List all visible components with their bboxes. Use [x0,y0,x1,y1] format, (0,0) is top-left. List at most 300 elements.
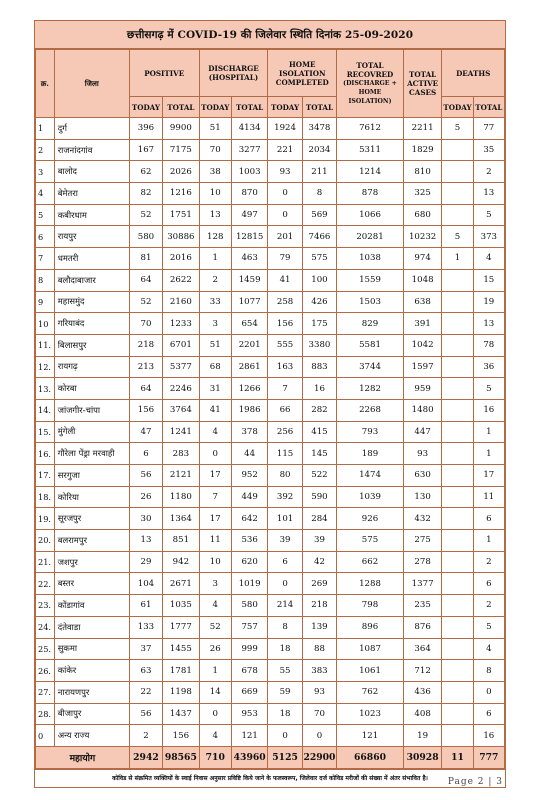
cell-district: दुर्ग [54,118,129,140]
cell-dis-today: 70 [199,139,231,161]
cell-dis-total: 1459 [231,269,267,291]
cell-dis-total: 44 [231,443,267,465]
cell-active: 10232 [403,226,442,248]
cell-dis-today: 11 [199,530,231,552]
cell-hi-today: 258 [268,291,302,313]
cell-active: 408 [403,703,442,725]
cell-sn: 28. [36,703,55,725]
cell-death-total: 16 [473,725,504,747]
cell-district: रायपुर [54,226,129,248]
table-row [36,725,505,747]
totals-dis-today: 710 [199,746,231,768]
cell-district: कांकेर [54,660,129,682]
table-row [36,616,505,638]
cell-active: 1048 [403,269,442,291]
cell-district: कबीरधाम [54,204,129,226]
cell-death-total: 2 [473,161,504,183]
cell-dis-total: 678 [231,660,267,682]
cell-recovered: 1066 [337,204,404,226]
table-row [36,248,505,270]
totals-pos-today: 2942 [129,746,162,768]
cell-death-today [442,313,473,335]
cell-district: दंतेवाडा [54,616,129,638]
header-home-isolation: HOME ISOLATION COMPLETED [268,50,337,97]
cell-pos-today: 13 [129,530,162,552]
cell-recovered: 1503 [337,291,404,313]
cell-pos-total: 942 [163,551,199,573]
cell-dis-today: 7 [199,486,231,508]
cell-death-today [442,139,473,161]
cell-sn: 19. [36,508,55,530]
cell-pos-total: 2016 [163,248,199,270]
cell-recovered: 1038 [337,248,404,270]
cell-recovered: 798 [337,595,404,617]
cell-death-today: 1 [442,248,473,270]
cell-recovered: 829 [337,313,404,335]
cell-sn: 17. [36,465,55,487]
cell-active: 278 [403,551,442,573]
cell-sn: 0 [36,725,55,747]
cell-dis-total: 378 [231,421,267,443]
cell-sn: 11. [36,334,55,356]
table-row [36,226,505,248]
cell-dis-today: 3 [199,313,231,335]
table-row [36,118,505,140]
cell-recovered: 121 [337,725,404,747]
table-row [36,161,505,183]
cell-recovered: 1214 [337,161,404,183]
cell-hi-total: 269 [302,573,336,595]
cell-dis-total: 1986 [231,399,267,421]
cell-pos-total: 1233 [163,313,199,335]
header-home-total: TOTAL [302,97,336,118]
cell-death-today [442,183,473,205]
cell-death-today [442,378,473,400]
table-row [36,378,505,400]
cell-pos-today: 30 [129,508,162,530]
cell-hi-today: 0 [268,183,302,205]
cell-recovered: 1061 [337,660,404,682]
table-row [36,703,505,725]
cell-hi-today: 66 [268,399,302,421]
cell-hi-total: 426 [302,291,336,313]
cell-pos-today: 104 [129,573,162,595]
cell-death-today [442,508,473,530]
cell-death-today [442,334,473,356]
cell-death-today [442,291,473,313]
header-district: जिला [54,50,129,118]
cell-active: 235 [403,595,442,617]
cell-dis-today: 17 [199,508,231,530]
cell-dis-today: 10 [199,551,231,573]
totals-active: 30928 [403,746,442,768]
cell-hi-today: 0 [268,204,302,226]
cell-death-today [442,551,473,573]
cell-death-total: 77 [473,118,504,140]
cell-pos-total: 2121 [163,465,199,487]
cell-death-today [442,573,473,595]
header-discharge-today: TODAY [199,97,231,118]
cell-hi-total: 8 [302,183,336,205]
cell-pos-total: 5377 [163,356,199,378]
cell-dis-today: 4 [199,595,231,617]
cell-death-today [442,703,473,725]
cell-dis-total: 620 [231,551,267,573]
cell-sn: 2 [36,139,55,161]
cell-recovered: 1288 [337,573,404,595]
table-row [36,530,505,552]
cell-pos-today: 47 [129,421,162,443]
cell-pos-today: 70 [129,313,162,335]
cell-active: 1480 [403,399,442,421]
cell-pos-today: 26 [129,486,162,508]
cell-hi-today: 80 [268,465,302,487]
cell-dis-total: 1266 [231,378,267,400]
cell-active: 959 [403,378,442,400]
cell-dis-total: 1019 [231,573,267,595]
cell-death-today [442,465,473,487]
cell-dis-today: 3 [199,573,231,595]
cell-district: बेमेतरा [54,183,129,205]
cell-death-today [442,616,473,638]
cell-recovered: 189 [337,443,404,465]
cell-district: सुकमा [54,638,129,660]
cell-sn: 9 [36,291,55,313]
cell-hi-today: 59 [268,681,302,703]
cell-active: 810 [403,161,442,183]
cell-sn: 15. [36,421,55,443]
cell-dis-total: 654 [231,313,267,335]
cell-death-today [442,725,473,747]
header-discharge: DISCHARGE (HOSPITAL) [199,50,268,97]
cell-pos-today: 218 [129,334,162,356]
table-row [36,508,505,530]
cell-pos-total: 3764 [163,399,199,421]
cell-hi-total: 2034 [302,139,336,161]
cell-hi-total: 175 [302,313,336,335]
cell-hi-total: 883 [302,356,336,378]
header-positive-total: TOTAL [163,97,199,118]
cell-recovered: 7612 [337,118,404,140]
cell-recovered: 762 [337,681,404,703]
cell-hi-today: 41 [268,269,302,291]
cell-hi-total: 211 [302,161,336,183]
cell-district: गरियाबंद [54,313,129,335]
cell-hi-today: 93 [268,161,302,183]
cell-hi-today: 163 [268,356,302,378]
cell-dis-today: 4 [199,725,231,747]
cell-pos-today: 6 [129,443,162,465]
cell-district: धमतरी [54,248,129,270]
cell-sn: 4 [36,183,55,205]
table-row [36,660,505,682]
cell-district: सरगुजा [54,465,129,487]
table-row [36,595,505,617]
cell-pos-total: 2246 [163,378,199,400]
cell-pos-total: 2160 [163,291,199,313]
footnote: कोविड से संक्रमित व्यक्तियों के स्वाई निवास अनुसार प्रविष्टि किये जाने के फलस्वरूप, जिलेवार दर्ज कोविड मरीजों की संख्या में अंतर संभावित है। [35,769,505,787]
cell-pos-total: 851 [163,530,199,552]
table-row [36,139,505,161]
cell-sn: 23. [36,595,55,617]
cell-recovered: 5581 [337,334,404,356]
cell-dis-today: 52 [199,616,231,638]
cell-hi-total: 415 [302,421,336,443]
cell-active: 1377 [403,573,442,595]
cell-hi-today: 7 [268,378,302,400]
cell-district: कोरिया [54,486,129,508]
cell-death-today [442,681,473,703]
header-deaths: DEATHS [442,50,505,97]
covid-status-sheet [34,20,506,788]
cell-dis-total: 449 [231,486,267,508]
cell-active: 436 [403,681,442,703]
cell-death-total: 1 [473,443,504,465]
cell-hi-today: 115 [268,443,302,465]
cell-district: अन्य राज्य [54,725,129,747]
cell-hi-total: 3380 [302,334,336,356]
cell-dis-today: 17 [199,465,231,487]
cell-dis-today: 51 [199,118,231,140]
totals-label: महायोग [36,746,130,768]
cell-dis-total: 121 [231,725,267,747]
cell-district: जांजगीर-चांपा [54,399,129,421]
cell-active: 93 [403,443,442,465]
cell-dis-today: 0 [199,703,231,725]
cell-hi-today: 39 [268,530,302,552]
cell-pos-today: 82 [129,183,162,205]
cell-sn: 1 [36,118,55,140]
cell-death-today [442,204,473,226]
cell-hi-today: 18 [268,638,302,660]
cell-death-today [442,443,473,465]
cell-active: 680 [403,204,442,226]
cell-active: 432 [403,508,442,530]
cell-recovered: 20281 [337,226,404,248]
cell-pos-today: 37 [129,638,162,660]
cell-hi-today: 79 [268,248,302,270]
cell-recovered: 1087 [337,638,404,660]
table-row [36,443,505,465]
cell-hi-total: 0 [302,725,336,747]
cell-dis-today: 10 [199,183,231,205]
cell-pos-today: 81 [129,248,162,270]
cell-pos-today: 396 [129,118,162,140]
cell-pos-total: 7175 [163,139,199,161]
cell-pos-total: 1781 [163,660,199,682]
table-row [36,486,505,508]
cell-active: 712 [403,660,442,682]
cell-district: बस्तर [54,573,129,595]
cell-hi-total: 145 [302,443,336,465]
cell-pos-today: 167 [129,139,162,161]
cell-death-total: 5 [473,616,504,638]
cell-dis-total: 669 [231,681,267,703]
cell-hi-today: 18 [268,703,302,725]
header-discharge-total: TOTAL [231,97,267,118]
cell-pos-total: 1437 [163,703,199,725]
cell-death-total: 6 [473,508,504,530]
cell-hi-today: 156 [268,313,302,335]
cell-hi-total: 383 [302,660,336,682]
cell-hi-today: 256 [268,421,302,443]
cell-sn: 18. [36,486,55,508]
cell-death-total: 13 [473,313,504,335]
cell-death-total: 6 [473,703,504,725]
totals-death-total: 777 [473,746,504,768]
cell-district: सूरजपुर [54,508,129,530]
cell-sn: 25. [36,638,55,660]
cell-district: बलौदाबाजार [54,269,129,291]
cell-hi-total: 3478 [302,118,336,140]
sheet-title: छत्तीसगढ़ में COVID-19 की जिलेवार स्थिति दिनांक 25-09-2020 [35,21,505,49]
cell-death-today [442,530,473,552]
header-total-recovered-label: TOTAL RECOVRED [346,61,394,79]
table-row [36,291,505,313]
header-deaths-today: TODAY [442,97,473,118]
cell-sn: 3 [36,161,55,183]
cell-pos-today: 22 [129,681,162,703]
cell-sn: 10 [36,313,55,335]
cell-hi-total: 7466 [302,226,336,248]
cell-pos-today: 56 [129,465,162,487]
cell-death-today [442,638,473,660]
cell-pos-today: 52 [129,291,162,313]
cell-active: 391 [403,313,442,335]
totals-death-today: 11 [442,746,473,768]
cell-death-total: 1 [473,530,504,552]
cell-recovered: 793 [337,421,404,443]
cell-pos-total: 1364 [163,508,199,530]
cell-pos-today: 52 [129,204,162,226]
header-total-recovered-sub: (DISCHARGE + HOME ISOLATION) [343,80,397,105]
cell-hi-today: 555 [268,334,302,356]
cell-active: 325 [403,183,442,205]
cell-pos-total: 30886 [163,226,199,248]
cell-active: 364 [403,638,442,660]
cell-recovered: 1474 [337,465,404,487]
cell-pos-total: 1198 [163,681,199,703]
cell-sn: 12. [36,356,55,378]
cell-death-total: 2 [473,551,504,573]
cell-pos-today: 62 [129,161,162,183]
totals-dis-total: 43960 [231,746,267,768]
cell-pos-total: 1751 [163,204,199,226]
cell-dis-total: 536 [231,530,267,552]
table-row [36,269,505,291]
cell-hi-total: 100 [302,269,336,291]
cell-dis-today: 26 [199,638,231,660]
cell-hi-today: 0 [268,573,302,595]
cell-death-today: 5 [442,118,473,140]
cell-recovered: 1023 [337,703,404,725]
header-positive: POSITIVE [129,50,199,97]
cell-active: 876 [403,616,442,638]
cell-pos-total: 1777 [163,616,199,638]
cell-active: 1829 [403,139,442,161]
cell-death-total: 0 [473,681,504,703]
cell-dis-total: 463 [231,248,267,270]
cell-dis-today: 41 [199,399,231,421]
cell-sn: 5 [36,204,55,226]
cell-pos-today: 580 [129,226,162,248]
cell-death-today [442,421,473,443]
page-number: Page 2 | 3 [447,777,503,787]
cell-hi-today: 221 [268,139,302,161]
cell-district: गौरेला पेंड्रा मरवाही [54,443,129,465]
cell-active: 630 [403,465,442,487]
cell-district: जशपुर [54,551,129,573]
cell-dis-total: 642 [231,508,267,530]
cell-pos-today: 213 [129,356,162,378]
header-sn: क्र. [36,50,55,118]
cell-recovered: 1282 [337,378,404,400]
cell-active: 1042 [403,334,442,356]
cell-hi-total: 590 [302,486,336,508]
cell-dis-total: 952 [231,465,267,487]
cell-death-total: 13 [473,183,504,205]
cell-hi-total: 39 [302,530,336,552]
cell-pos-today: 56 [129,703,162,725]
cell-active: 638 [403,291,442,313]
cell-hi-today: 201 [268,226,302,248]
table-row [36,183,505,205]
cell-active: 2211 [403,118,442,140]
cell-dis-today: 38 [199,161,231,183]
cell-death-total: 16 [473,399,504,421]
cell-district: बिलासपुर [54,334,129,356]
table-row [36,551,505,573]
cell-death-total: 35 [473,139,504,161]
cell-dis-today: 14 [199,681,231,703]
cell-active: 1597 [403,356,442,378]
cell-recovered: 1559 [337,269,404,291]
cell-hi-today: 392 [268,486,302,508]
cell-dis-today: 1 [199,248,231,270]
cell-death-today [442,269,473,291]
cell-dis-total: 870 [231,183,267,205]
cell-pos-total: 6701 [163,334,199,356]
cell-district: मुंगेली [54,421,129,443]
cell-dis-total: 2861 [231,356,267,378]
cell-pos-total: 1241 [163,421,199,443]
cell-dis-today: 1 [199,660,231,682]
table-row [36,421,505,443]
cell-hi-today: 8 [268,616,302,638]
cell-sn: 7 [36,248,55,270]
cell-death-total: 4 [473,638,504,660]
cell-dis-today: 68 [199,356,231,378]
table-body [36,118,505,747]
cell-pos-total: 2622 [163,269,199,291]
totals-hi-total: 22900 [302,746,336,768]
cell-death-today [442,486,473,508]
cell-hi-today: 0 [268,725,302,747]
cell-district: बालोद [54,161,129,183]
cell-active: 275 [403,530,442,552]
cell-hi-total: 16 [302,378,336,400]
cell-death-today [442,399,473,421]
cell-hi-today: 6 [268,551,302,573]
cell-district: बलरामपुर [54,530,129,552]
district-table [35,49,505,769]
table-row [36,399,505,421]
cell-pos-today: 63 [129,660,162,682]
table-row [36,204,505,226]
cell-dis-total: 999 [231,638,267,660]
cell-dis-total: 4134 [231,118,267,140]
cell-district: कोरबा [54,378,129,400]
